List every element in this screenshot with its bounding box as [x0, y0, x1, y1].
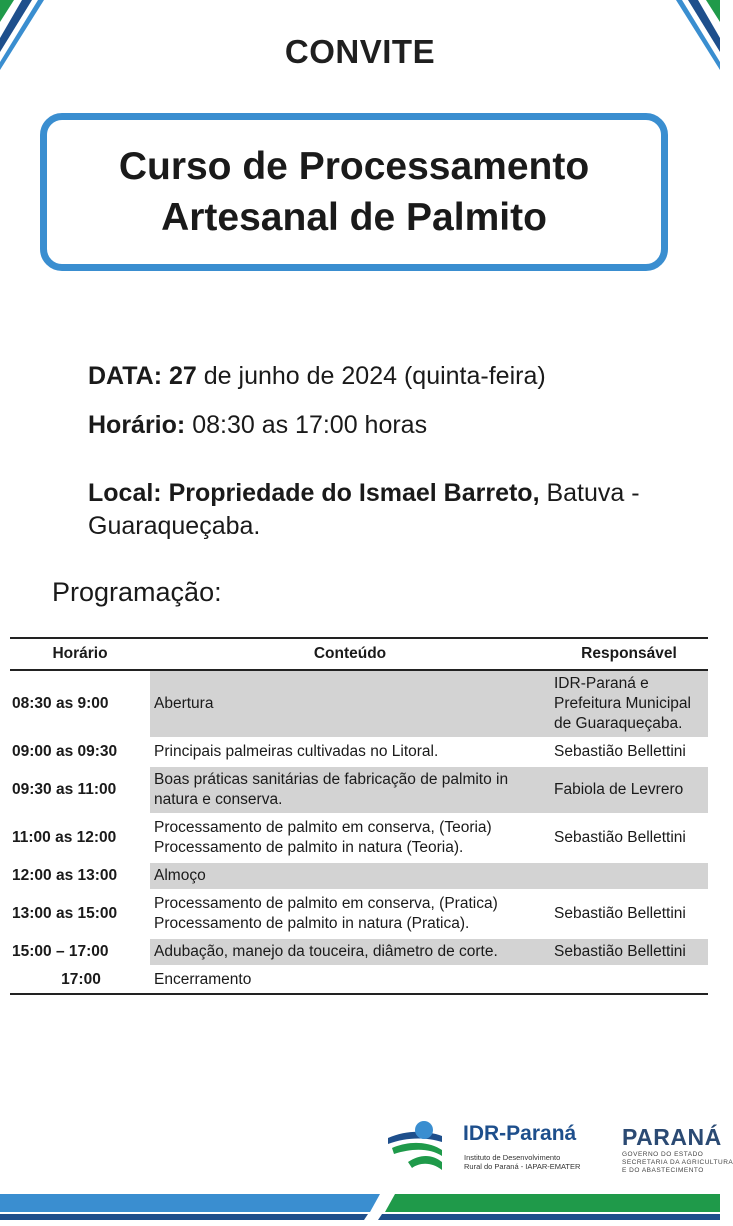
schedule-row	[10, 890, 708, 938]
schedule-time: 15:00 – 17:00	[10, 938, 150, 966]
schedule-time: 09:30 as 11:00	[10, 766, 150, 814]
schedule-responsible	[550, 738, 708, 766]
idr-subtitle-line1: Instituto de Desenvolvimento	[464, 1153, 561, 1162]
schedule-content-line: Abertura	[154, 695, 214, 712]
course-title-box	[40, 113, 668, 271]
schedule-content	[150, 814, 550, 862]
schedule-responsible	[550, 966, 708, 994]
schedule-time: 12:00 as 13:00	[10, 862, 150, 890]
schedule-content	[150, 938, 550, 966]
parana-subtitle-line3: E DO ABASTECIMENTO	[622, 1167, 704, 1174]
schedule-content	[150, 862, 550, 890]
schedule-responsible-line: Sebastião Bellettini	[554, 743, 686, 760]
idr-brand-name: IDR-Paraná	[463, 1122, 577, 1145]
parana-brand-name: PARANÁ	[622, 1124, 722, 1150]
schedule-content-line: natura e conserva.	[154, 791, 283, 808]
schedule-row	[10, 966, 708, 994]
schedule-responsible-line: Prefeitura Municipal	[554, 695, 691, 712]
schedule-responsible	[550, 766, 708, 814]
schedule-row	[10, 938, 708, 966]
location-label: Local: Propriedade do Ismael Barreto,	[88, 479, 540, 507]
schedule-time: 08:30 as 9:00	[12, 695, 109, 712]
parana-subtitle	[622, 1151, 733, 1175]
schedule-content	[150, 738, 550, 766]
schedule-row	[10, 738, 708, 766]
schedule-content-line: Principais palmeiras cultivadas no Litoral.	[154, 743, 439, 760]
header-time: Horário	[10, 638, 150, 670]
event-hours	[88, 411, 427, 440]
schedule-content-line: Boas práticas sanitárias de fabricação de palmito in	[154, 771, 509, 788]
schedule-time: 11:00 as 12:00	[10, 814, 150, 862]
schedule-content-line: Processamento de palmito in natura (Teoria).	[154, 839, 464, 856]
schedule-time: 17:00	[10, 966, 150, 994]
parana-subtitle-line2: SECRETARIA DA AGRICULTURA	[622, 1159, 733, 1166]
schedule-heading: Programação:	[52, 577, 222, 607]
course-title	[119, 141, 589, 243]
schedule-responsible	[550, 862, 708, 890]
schedule-row	[10, 814, 708, 862]
date-rest: de junho de 2024 (quinta-feira)	[203, 362, 546, 390]
schedule-content-line: Processamento de palmito em conserva, (Pratica)	[154, 895, 498, 912]
date-label: DATA:	[88, 362, 163, 390]
idr-subtitle-line2: Rural do Paraná - IAPAR-EMATER	[464, 1162, 581, 1171]
location-value: Batuva - Guaraqueçaba.	[88, 479, 640, 540]
schedule-content-line: Almoço	[154, 867, 206, 884]
schedule-responsible-line: Sebastião Bellettini	[554, 905, 686, 922]
event-location	[88, 477, 708, 543]
schedule-responsible-line: Fabiola de Levrero	[554, 781, 684, 798]
hours-value: 08:30 as 17:00 horas	[192, 411, 428, 439]
schedule-content-line: Adubação, manejo da touceira, diâmetro de corte.	[154, 943, 498, 960]
page-title: CONVITE	[284, 33, 436, 70]
schedule-table	[10, 637, 708, 995]
schedule-content-line: Encerramento	[154, 971, 252, 988]
schedule-responsible	[550, 670, 708, 738]
schedule-row	[10, 766, 708, 814]
header-responsible: Responsável	[550, 638, 708, 670]
schedule-content	[150, 966, 550, 994]
schedule-responsible-line: IDR-Paraná e	[554, 675, 649, 692]
schedule-responsible	[550, 890, 708, 938]
schedule-content-line: Processamento de palmito in natura (Pratica).	[154, 915, 470, 932]
schedule-row	[10, 670, 708, 738]
schedule-time: 13:00 as 15:00	[10, 890, 150, 938]
schedule-content-line: Processamento de palmito em conserva, (Teoria)	[154, 819, 492, 836]
schedule-responsible	[550, 814, 708, 862]
header-content: Conteúdo	[150, 638, 550, 670]
idr-subtitle	[464, 1153, 580, 1171]
schedule-content	[150, 766, 550, 814]
parana-subtitle-line1: GOVERNO DO ESTADO	[622, 1151, 704, 1158]
schedule-responsible-line: Sebastião Bellettini	[554, 943, 686, 960]
date-day: 27	[169, 362, 197, 390]
schedule-body	[10, 670, 708, 994]
schedule-content	[150, 890, 550, 938]
schedule-row	[10, 862, 708, 890]
footer-stripes	[0, 1190, 720, 1226]
schedule-responsible-line: Sebastião Bellettini	[554, 829, 686, 846]
course-title-line2: Artesanal de Palmito	[161, 196, 547, 239]
schedule-time: 09:00 as 09:30	[10, 738, 150, 766]
schedule-responsible	[550, 938, 708, 966]
hours-label: Horário:	[88, 411, 186, 439]
schedule-responsible-line: de Guaraqueçaba.	[554, 715, 683, 732]
course-title-line1: Curso de Processamento	[118, 145, 590, 188]
schedule-header-row	[10, 638, 708, 670]
schedule-content	[150, 670, 550, 738]
event-date	[88, 362, 546, 391]
